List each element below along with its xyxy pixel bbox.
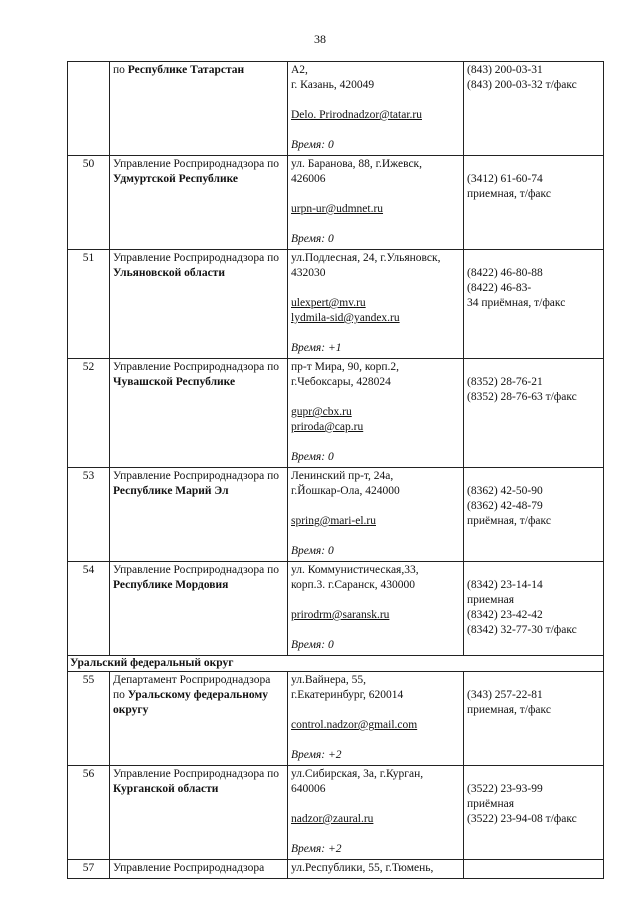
- phone-line: приемная, т/факс: [467, 188, 551, 200]
- address-line: ул. Баранова, 88, г.Ижевск,: [291, 158, 423, 170]
- organization-name: Департамент Росприроднадзора по Уральскому федеральному округу: [110, 672, 288, 766]
- region-row: [68, 656, 604, 672]
- spacer: [291, 217, 460, 232]
- phone-line: (3522) 23-93-99: [467, 783, 543, 795]
- table-body: [68, 62, 604, 879]
- organization-region: Курганской области: [113, 783, 219, 795]
- phone-cell: [464, 672, 604, 766]
- organization-name: Управление Росприроднадзора по Удмуртской Республике: [110, 156, 288, 250]
- address-line: ул.Подлесная, 24, г.Ульяновск,: [291, 252, 441, 264]
- table-row: [68, 156, 604, 250]
- address-line: г.Чебоксары, 428024: [291, 376, 391, 388]
- row-number: 56: [68, 766, 110, 860]
- address-cell: [288, 156, 464, 250]
- address-cell: [288, 860, 464, 879]
- address-cell: [288, 250, 464, 359]
- phone-line: (8342) 32-77-30 т/факс: [467, 624, 577, 636]
- organization-name: Управление Росприроднадзора по Республике Мордовия: [110, 562, 288, 656]
- address-line: ул.Вайнера, 55,: [291, 674, 367, 686]
- phone-cell: [464, 766, 604, 860]
- address-cell: [288, 766, 464, 860]
- phone-line: приемная, т/факс: [467, 704, 551, 716]
- address-line: г. Казань, 420049: [291, 79, 375, 91]
- time-offset: Время: 0: [291, 139, 334, 151]
- table-row: [68, 562, 604, 656]
- phone-line: (8352) 28-76-63 т/факс: [467, 391, 577, 403]
- spacer: [291, 281, 460, 296]
- table-row: [68, 250, 604, 359]
- address-line: 640006: [291, 783, 326, 795]
- organization-region: Удмуртской Республике: [113, 173, 239, 185]
- row-number: 50: [68, 156, 110, 250]
- email-link[interactable]: ulexpert@mv.ru: [291, 297, 366, 309]
- spacer: [291, 529, 460, 544]
- address-cell: [288, 359, 464, 468]
- phone-line: приёмная, т/факс: [467, 515, 551, 527]
- address-line: ул.Республики, 55, г.Тюмень,: [291, 862, 434, 874]
- email-link[interactable]: Delo. Prirodnadzor@tatar.ru: [291, 109, 422, 121]
- phone-line: (843) 200-03-32 т/факс: [467, 79, 577, 91]
- spacer: [291, 703, 460, 718]
- table-row: [68, 468, 604, 562]
- table-row: [68, 62, 604, 156]
- address-cell: [288, 468, 464, 562]
- phone-line: (8342) 23-14-14: [467, 579, 543, 591]
- email-link[interactable]: urpn-ur@udmnet.ru: [291, 203, 384, 215]
- phone-cell: [464, 250, 604, 359]
- address-line: корп.3. г.Саранск, 430000: [291, 579, 416, 591]
- spacer: [291, 435, 460, 450]
- phone-line: (3412) 61-60-74: [467, 173, 543, 185]
- phone-cell: [464, 468, 604, 562]
- phone-line: 34 приёмная, т/факс: [467, 297, 566, 309]
- organization-name: Управление Росприроднадзора по Ульяновской области: [110, 250, 288, 359]
- email-link[interactable]: gupr@cbx.ru: [291, 406, 352, 418]
- spacer: [291, 623, 460, 638]
- address-cell: [288, 672, 464, 766]
- address-line: г.Йошкар-Ола, 424000: [291, 485, 400, 497]
- organization-region: Чувашской Республике: [113, 376, 236, 388]
- page-number: 38: [314, 32, 326, 46]
- time-offset: Время: 0: [291, 233, 334, 245]
- address-line: Ленинский пр-т, 24а,: [291, 470, 394, 482]
- phone-cell: [464, 62, 604, 156]
- address-line: 426006: [291, 173, 326, 185]
- table-row: [68, 766, 604, 860]
- address-cell: [288, 562, 464, 656]
- phone-line: (8352) 28-76-21: [467, 376, 543, 388]
- row-number: [68, 62, 110, 156]
- time-offset: Время: +2: [291, 749, 342, 761]
- phone-line: (8422) 46-83-: [467, 282, 532, 294]
- email-link[interactable]: control.nadzor@gmail.com: [291, 719, 418, 731]
- rosprirodnadzor-directory-table: [67, 61, 604, 879]
- phone-cell: [464, 156, 604, 250]
- phone-line: приёмная: [467, 798, 514, 810]
- row-number: 55: [68, 672, 110, 766]
- organization-name: Управление Росприроднадзора: [110, 860, 288, 879]
- organization-region: Республике Мордовия: [113, 579, 229, 591]
- email-link[interactable]: prirodrm@saransk.ru: [291, 609, 390, 621]
- spacer: [291, 827, 460, 842]
- table-row: [68, 860, 604, 879]
- organization-name: Управление Росприроднадзора по Курганской области: [110, 766, 288, 860]
- region-heading: Уральский федеральный округ: [68, 656, 604, 672]
- organization-name: по Республике Татарстан: [110, 62, 288, 156]
- organization-region: Республике Марий Эл: [113, 485, 229, 497]
- organization-name: Управление Росприроднадзора по Чувашской Республике: [110, 359, 288, 468]
- phone-line: (343) 257-22-81: [467, 689, 543, 701]
- table-row: [68, 672, 604, 766]
- spacer: [291, 733, 460, 748]
- email-link[interactable]: spring@mari-el.ru: [291, 515, 376, 527]
- address-line: ул.Сибирская, 3а, г.Курган,: [291, 768, 424, 780]
- row-number: 52: [68, 359, 110, 468]
- time-offset: Время: 0: [291, 545, 334, 557]
- phone-line: приемная: [467, 594, 514, 606]
- table-row: [68, 359, 604, 468]
- spacer: [291, 593, 460, 608]
- phone-line: (8342) 23-42-42: [467, 609, 543, 621]
- email-link[interactable]: nadzor@zaural.ru: [291, 813, 374, 825]
- address-line: А2,: [291, 64, 308, 76]
- organization-region: Уральскому федеральному округу: [113, 689, 268, 716]
- phone-line: (8422) 46-80-88: [467, 267, 543, 279]
- email-link[interactable]: lydmila-sid@yandex.ru: [291, 312, 400, 324]
- phone-line: (8362) 42-48-79: [467, 500, 543, 512]
- phone-cell: [464, 562, 604, 656]
- time-offset: Время: 0: [291, 639, 334, 651]
- row-number: 54: [68, 562, 110, 656]
- time-offset: Время: +2: [291, 843, 342, 855]
- phone-line: (8362) 42-50-90: [467, 485, 543, 497]
- spacer: [291, 123, 460, 138]
- address-cell: [288, 62, 464, 156]
- phone-line: (843) 200-03-31: [467, 64, 543, 76]
- organization-name: Управление Росприроднадзора по Республике Марий Эл: [110, 468, 288, 562]
- row-number: 57: [68, 860, 110, 879]
- row-number: 53: [68, 468, 110, 562]
- time-offset: Время: 0: [291, 451, 334, 463]
- row-number: 51: [68, 250, 110, 359]
- spacer: [291, 93, 460, 108]
- phone-cell: [464, 860, 604, 879]
- address-line: пр-т Мира, 90, корп.2,: [291, 361, 400, 373]
- address-line: 432030: [291, 267, 326, 279]
- time-offset: Время: +1: [291, 342, 342, 354]
- email-link[interactable]: priroda@cap.ru: [291, 421, 364, 433]
- phone-line: (3522) 23-94-08 т/факс: [467, 813, 577, 825]
- address-line: г.Екатеринбург, 620014: [291, 689, 404, 701]
- address-line: ул. Коммунистическая,33,: [291, 564, 419, 576]
- spacer: [291, 499, 460, 514]
- phone-cell: [464, 359, 604, 468]
- spacer: [291, 187, 460, 202]
- spacer: [291, 390, 460, 405]
- spacer: [291, 797, 460, 812]
- organization-region: Республике Татарстан: [127, 64, 245, 76]
- organization-region: Ульяновской области: [113, 267, 225, 279]
- spacer: [291, 326, 460, 341]
